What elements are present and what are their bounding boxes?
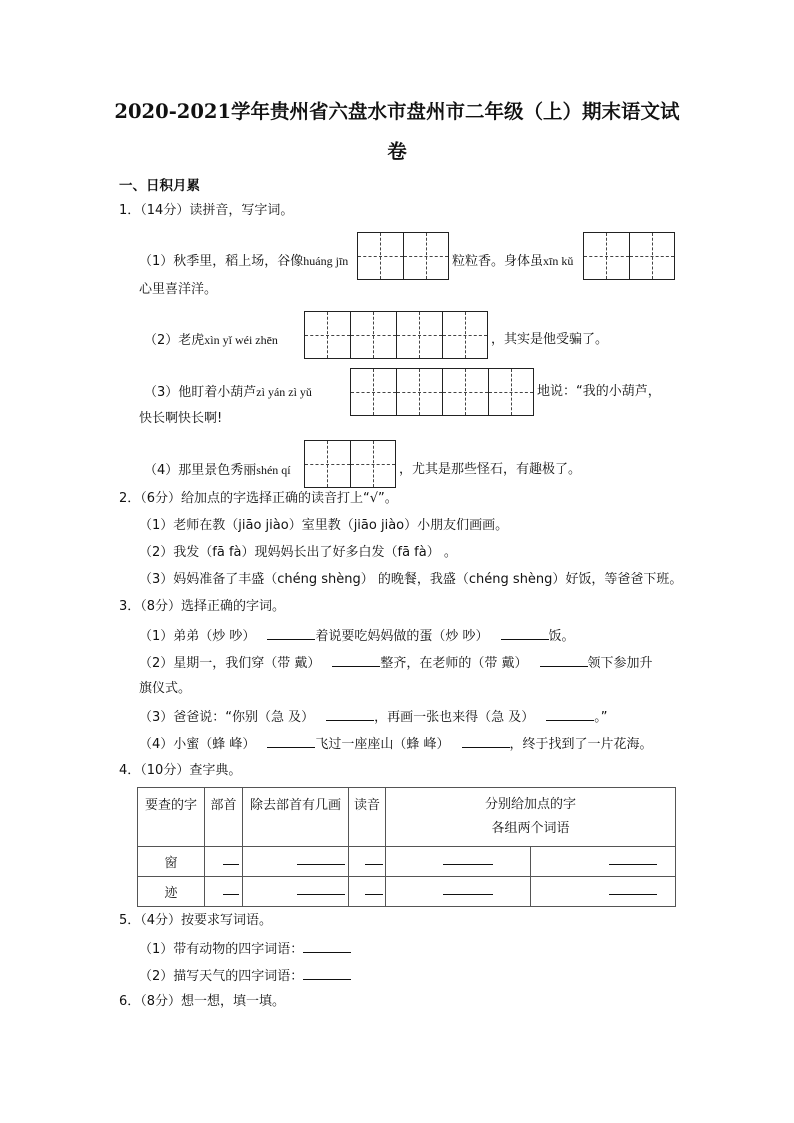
writing-cell[interactable] — [350, 440, 396, 488]
table-header-row — [138, 788, 676, 847]
q5-line-1: （1）带有动物的四字词语： — [139, 940, 351, 958]
q1-sentence-2-end: ，其实是他受骗了。 — [491, 332, 609, 347]
pinyin-prompt: huáng jīn — [303, 254, 349, 268]
fill-blank[interactable] — [462, 735, 510, 748]
answer-grid-xinyiweizhen[interactable] — [304, 311, 488, 359]
word-cell[interactable] — [531, 847, 676, 877]
q1-sentence-4-start: （4）那里景色秀丽shén qí — [144, 463, 291, 478]
question-3-heading: 3．（8分）选择正确的字词。 — [119, 599, 286, 614]
writing-cell[interactable] — [488, 368, 534, 416]
fill-blank[interactable] — [267, 735, 315, 748]
header-radical: 部首 — [205, 788, 243, 847]
q3-line-4: （4）小蜜（蜂 峰） 飞过一座座山（蜂 峰） ，终于找到了一片花海。 — [139, 737, 653, 752]
page-title: 2020-2021学年贵州省六盘水市盘州市二年级（上）期末语文试 — [114, 100, 680, 123]
header-words-line-2: 各组两个词语 — [491, 821, 570, 836]
writing-cell[interactable] — [357, 232, 403, 280]
q2-line-2: （2）我发（fā fà）现妈妈长出了好多白发（fā fà） 。 — [139, 545, 457, 560]
answer-grid-shenqi[interactable] — [304, 440, 396, 488]
writing-cell[interactable] — [442, 368, 488, 416]
pinyin-prompt: shén qí — [256, 463, 291, 477]
q5-line-2: （2）描写天气的四字词语： — [139, 967, 351, 985]
q2-line-1: （1）老师在教（jiāo jiào）室里教（jiāo jiào）小朋友们画画。 — [139, 518, 509, 533]
q1-sentence-2-start: （2）老虎xìn yǐ wéi zhēn — [144, 333, 278, 348]
pinyin-prompt: xīn kǔ — [543, 254, 574, 268]
q3-line-2-continued: 旗仪式。 — [139, 681, 192, 696]
q1-sentence-3-end: 地说：“我的小葫芦， — [537, 384, 661, 399]
question-5-heading: 5．（4分）按要求写词语。 — [119, 913, 273, 928]
q2-line-3: （3）妈妈准备了丰盛（chéng shèng） 的晚餐，我盛（chéng shèng）好饭，等爸爸下班。 — [139, 572, 683, 587]
fill-blank[interactable] — [546, 708, 594, 721]
header-character: 要查的字 — [138, 788, 205, 847]
q1-sentence-3-continued: 快长啊快长啊! — [139, 411, 223, 426]
question-2-heading: 2．（6分）给加点的字选择正确的读音打上“√”。 — [119, 491, 398, 506]
writing-cell[interactable] — [442, 311, 488, 359]
pronunciation-cell[interactable] — [349, 877, 386, 907]
header-pronunciation: 读音 — [349, 788, 386, 847]
table-row — [138, 877, 676, 907]
writing-cell[interactable] — [629, 232, 675, 280]
word-cell[interactable] — [386, 877, 531, 907]
answer-grid-ziyanziyu[interactable] — [350, 368, 534, 416]
q1-sentence-1-mid: 粒粒香。身体虽xīn kǔ — [452, 254, 574, 269]
writing-cell[interactable] — [583, 232, 629, 280]
header-words-line-1: 分别给加点的字 — [484, 797, 576, 812]
fill-blank[interactable] — [303, 967, 351, 980]
writing-cell[interactable] — [396, 311, 442, 359]
lookup-character: 迹 — [138, 877, 205, 907]
writing-cell[interactable] — [350, 311, 396, 359]
word-cell[interactable] — [386, 847, 531, 877]
writing-cell[interactable] — [403, 232, 449, 280]
q1-sentence-3-start: （3）他盯着小葫芦zì yán zì yǔ — [144, 385, 312, 400]
page-title-continued: 卷 — [387, 140, 407, 163]
fill-blank[interactable] — [332, 654, 380, 667]
header-words — [386, 788, 676, 847]
q1-sentence-1-start: （1）秋季里，稻上场，谷像huáng jīn — [139, 254, 349, 269]
writing-cell[interactable] — [350, 368, 396, 416]
writing-cell[interactable] — [304, 311, 350, 359]
fill-blank[interactable] — [267, 627, 315, 640]
answer-grid-huangjin[interactable] — [357, 232, 449, 280]
strokes-cell[interactable] — [243, 877, 349, 907]
question-4-heading: 4．（10分）查字典。 — [119, 763, 242, 778]
lookup-character: 窗 — [138, 847, 205, 877]
radical-cell[interactable] — [205, 847, 243, 877]
fill-blank[interactable] — [326, 708, 374, 721]
fill-blank[interactable] — [540, 654, 588, 667]
q1-sentence-1-end: 心里喜洋洋。 — [139, 282, 218, 297]
dictionary-table — [137, 787, 676, 907]
writing-cell[interactable] — [396, 368, 442, 416]
radical-cell[interactable] — [205, 877, 243, 907]
pronunciation-cell[interactable] — [349, 847, 386, 877]
pinyin-prompt: xìn yǐ wéi zhēn — [204, 333, 278, 347]
table-row — [138, 847, 676, 877]
q3-line-1: （1）弟弟（炒 吵） 着说要吃妈妈做的蛋（炒 吵） 饭。 — [139, 629, 575, 644]
q3-line-3: （3）爸爸说：“你别（急 及） ，再画一张也来得（急 及） 。” — [139, 710, 608, 725]
question-1-heading: 1．（14分）读拼音，写字词。 — [119, 203, 294, 218]
fill-blank[interactable] — [303, 940, 351, 953]
fill-blank[interactable] — [501, 627, 549, 640]
question-6-heading: 6．（8分）想一想，填一填。 — [119, 994, 286, 1009]
section-heading: 一、日积月累 — [119, 178, 200, 194]
pinyin-prompt: zì yán zì yǔ — [256, 385, 312, 399]
writing-cell[interactable] — [304, 440, 350, 488]
q1-sentence-4-end: ，尤其是那些怪石，有趣极了。 — [399, 462, 582, 477]
word-cell[interactable] — [531, 877, 676, 907]
answer-grid-xinku[interactable] — [583, 232, 675, 280]
header-strokes: 除去部首有几画 — [243, 788, 349, 847]
strokes-cell[interactable] — [243, 847, 349, 877]
q3-line-2: （2）星期一，我们穿（带 戴） 整齐，在老师的（带 戴） 领下参加升 — [139, 656, 653, 671]
